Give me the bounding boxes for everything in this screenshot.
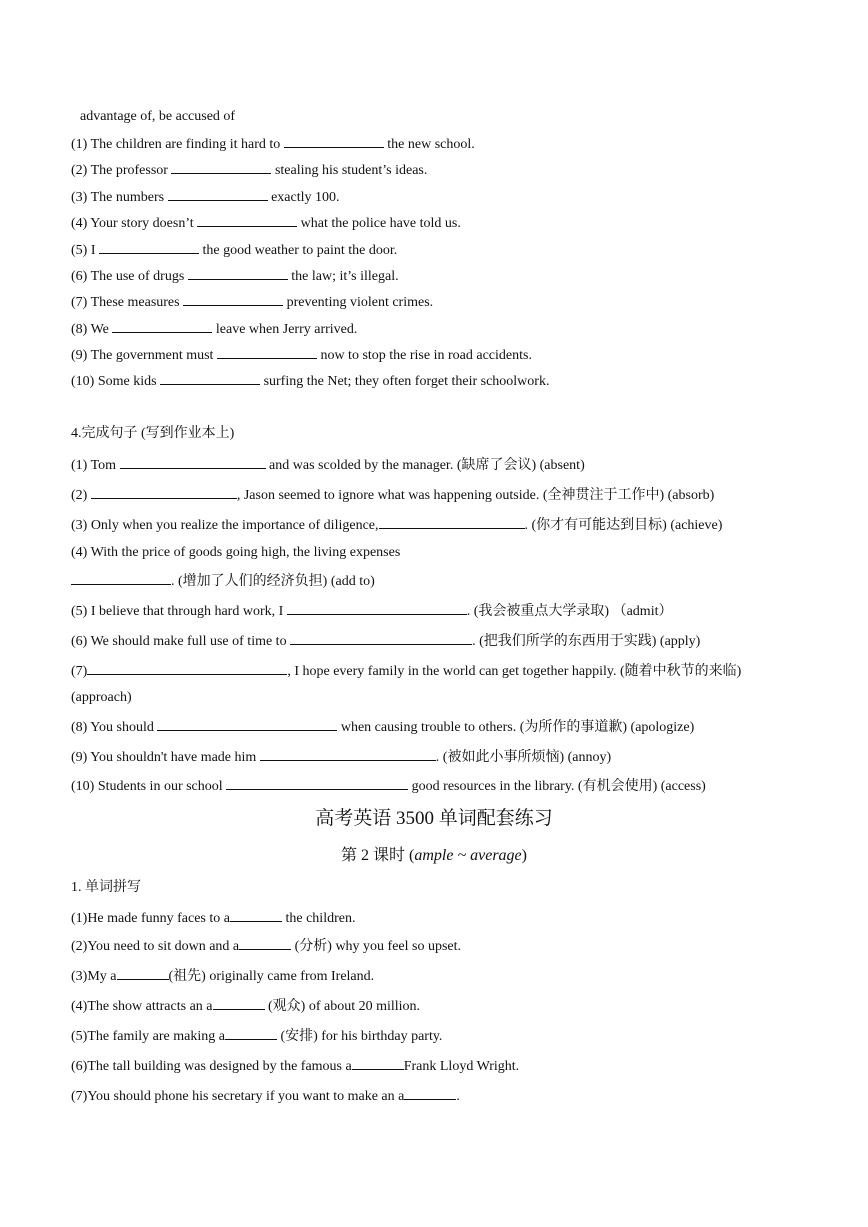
- answer-blank[interactable]: [284, 134, 384, 148]
- ex3-item-3: (3) The numbers exactly 100.: [71, 187, 339, 207]
- answer-blank[interactable]: [230, 908, 282, 922]
- answer-blank[interactable]: [117, 966, 169, 980]
- ex4-item-8: (8) You should when causing trouble to others. (为所作的事道歉) (apologize): [71, 717, 694, 737]
- ex4-item-6: (6) We should make full use of time to . (把我们所学的东西用于实践) (apply): [71, 631, 700, 651]
- answer-blank[interactable]: [160, 371, 260, 385]
- lesson-title: 高考英语 3500 单词配套练习: [315, 808, 553, 829]
- ex4-item-7: (7) , I hope every family in the world can get together happily. (随着中秋节的来临): [71, 661, 741, 681]
- answer-blank[interactable]: [157, 717, 337, 731]
- answer-blank[interactable]: [197, 213, 297, 227]
- answer-blank[interactable]: [290, 631, 472, 645]
- ex4-item-7-cont: (approach): [71, 690, 132, 705]
- ex3-item-9: (9) The government must now to stop the rise in road accidents.: [71, 345, 532, 365]
- ex4-item-4: (4) With the price of goods going high, the living expenses: [71, 545, 401, 560]
- ex1-item-1: (1)He made funny faces to a the children.: [71, 908, 355, 928]
- answer-blank[interactable]: [87, 661, 287, 675]
- ex4-item-2: (2) , Jason seemed to ignore what was happening outside. (全神贯注于工作中) (absorb): [71, 485, 714, 505]
- ex4-item-4-cont: . (增加了人们的经济负担) (add to): [71, 571, 375, 591]
- answer-blank[interactable]: [379, 515, 525, 529]
- ex4-item-3: (3) Only when you realize the importance of diligence, . (你才有可能达到目标) (achieve): [71, 515, 722, 535]
- answer-blank[interactable]: [287, 601, 467, 615]
- ex3-item-1: (1) The children are finding it hard to the new school.: [71, 134, 475, 154]
- ex1-item-7: (7)You should phone his secretary if you want to make an a .: [71, 1086, 460, 1106]
- answer-blank[interactable]: [120, 455, 266, 469]
- ex1-item-6: (6)The tall building was designed by the famous a Frank Lloyd Wright.: [71, 1056, 519, 1076]
- answer-blank[interactable]: [260, 747, 436, 761]
- answer-blank[interactable]: [404, 1086, 456, 1100]
- answer-blank[interactable]: [99, 240, 199, 254]
- ex3-item-6: (6) The use of drugs the law; it’s illegal.: [71, 266, 399, 286]
- answer-blank[interactable]: [183, 292, 283, 306]
- ex4-item-10: (10) Students in our school good resources in the library. (有机会使用) (access): [71, 776, 706, 796]
- answer-blank[interactable]: [188, 266, 288, 280]
- answer-blank[interactable]: [213, 996, 265, 1010]
- answer-blank[interactable]: [71, 571, 171, 585]
- answer-blank[interactable]: [171, 160, 271, 174]
- ex3-item-2: (2) The professor stealing his student’s ideas.: [71, 160, 427, 180]
- ex3-item-5: (5) I the good weather to paint the door.: [71, 240, 397, 260]
- ex3-item-7: (7) These measures preventing violent crimes.: [71, 292, 433, 312]
- ex1-item-2: (2)You need to sit down and a (分析) why you feel so upset.: [71, 936, 461, 956]
- answer-blank[interactable]: [352, 1056, 404, 1070]
- ex3-item-4: (4) Your story doesn’t what the police have told us.: [71, 213, 461, 233]
- ex4-item-1: (1) Tom and was scolded by the manager. (缺席了会议) (absent): [71, 455, 585, 475]
- ex4-item-9: (9) You shouldn't have made him . (被如此小事所烦恼) (annoy): [71, 747, 611, 767]
- ex3-item-8: (8) We leave when Jerry arrived.: [71, 319, 357, 339]
- answer-blank[interactable]: [112, 319, 212, 333]
- answer-blank[interactable]: [226, 776, 408, 790]
- ex3-phrase-list: advantage of, be accused of: [80, 109, 236, 124]
- lesson-subtitle: 第 2 课时 (ample ~ average): [341, 847, 527, 864]
- ex4-heading: 4.完成句子 (写到作业本上): [71, 426, 235, 441]
- ex3-item-10: (10) Some kids surfing the Net; they often forget their schoolwork.: [71, 371, 549, 391]
- answer-blank[interactable]: [239, 936, 291, 950]
- answer-blank[interactable]: [225, 1026, 277, 1040]
- answer-blank[interactable]: [168, 187, 268, 201]
- ex1-item-4: (4)The show attracts an a (观众) of about 20 million.: [71, 996, 420, 1016]
- ex1-heading: 1. 单词拼写: [71, 880, 141, 895]
- ex1-item-3: (3)My a (祖先) originally came from Ireland.: [71, 966, 374, 986]
- answer-blank[interactable]: [217, 345, 317, 359]
- ex4-item-5: (5) I believe that through hard work, I . (我会被重点大学录取) （admit）: [71, 601, 672, 621]
- ex1-item-5: (5)The family are making a (安排) for his birthday party.: [71, 1026, 442, 1046]
- answer-blank[interactable]: [91, 485, 237, 499]
